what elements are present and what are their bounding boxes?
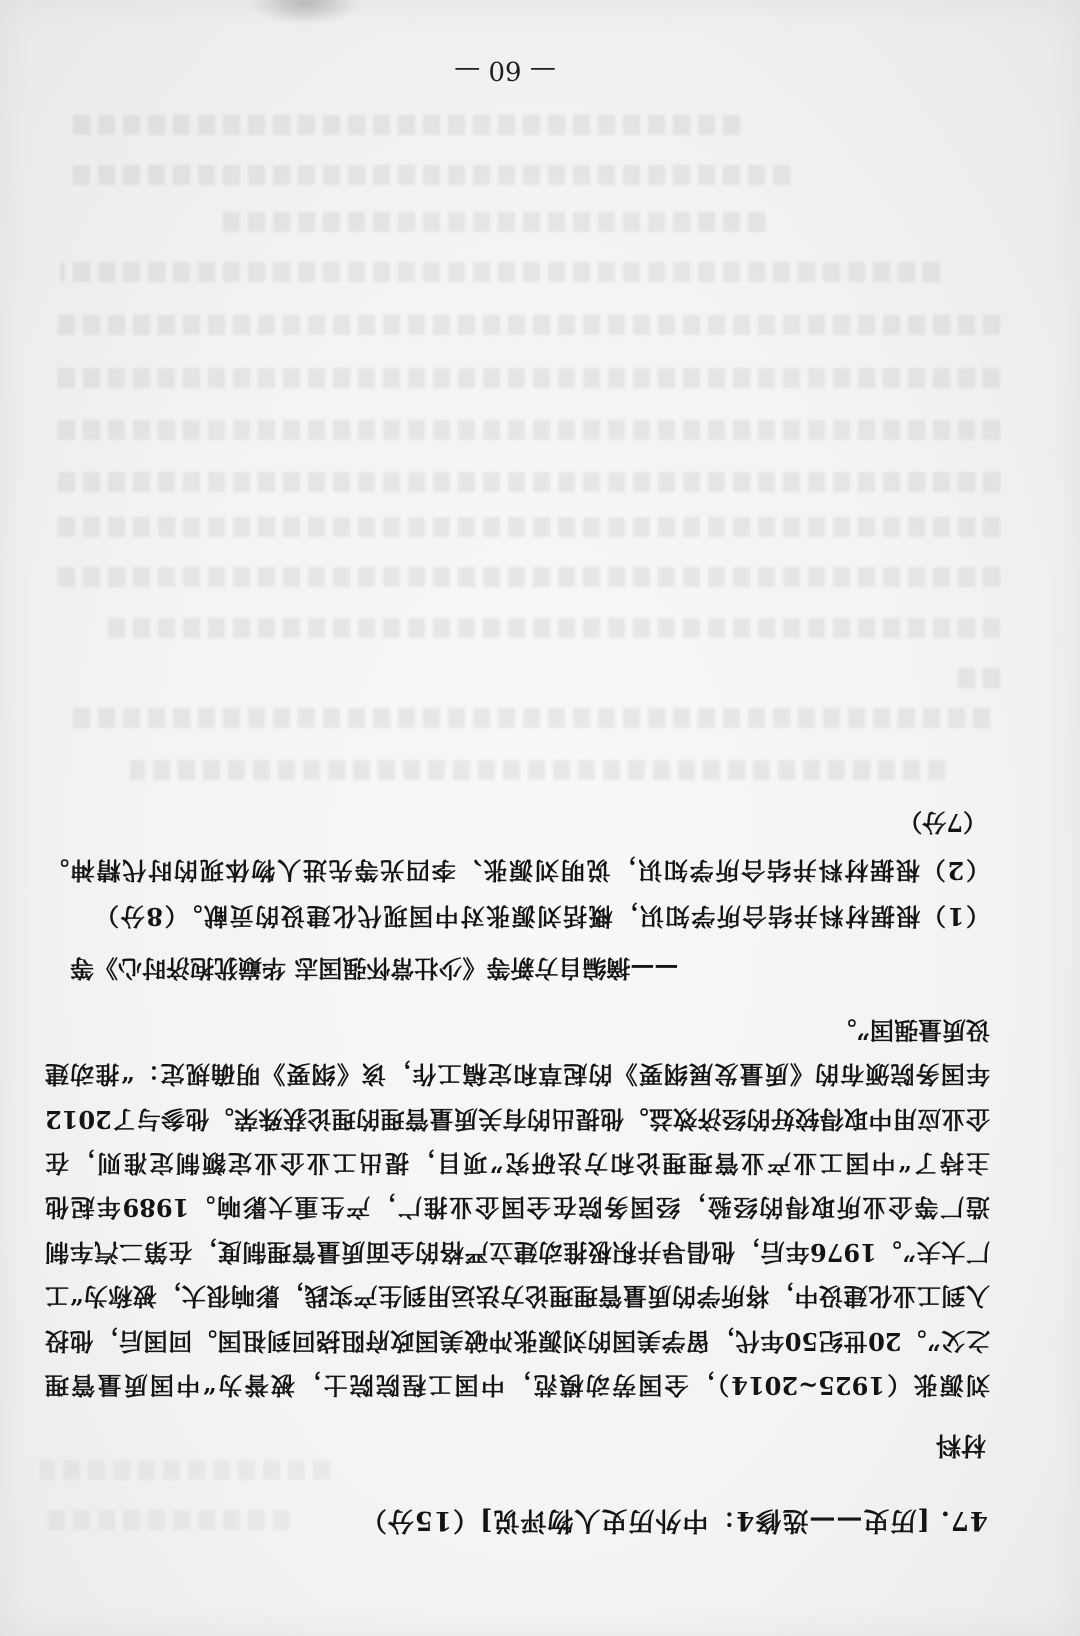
show-through-text [55,420,1000,440]
material-paragraph [45,1007,990,1407]
material-line: 厂大夫”。1976年后，他倡导并积极推动建立严格的全面质量管理制度，在第二汽车制 [45,1237,990,1267]
subquestion-2-score: （7分） [898,808,987,837]
page-number: — 60 — [454,55,556,85]
material-line: 年国务院颁布的《质量发展纲要》的起草和定稿工作，该《纲要》明确规定：“推动建 [45,1060,990,1090]
material-line: 企业应用中取得较好的经济效益。他提出的有关质量管理的理论获殊荣。他参与了2012 [45,1104,990,1134]
show-through-text [130,760,945,780]
show-through-text [40,1460,330,1480]
show-through-text [55,517,1000,537]
show-through-text [955,668,1000,688]
material-line: 造厂等企业所取得的经验，经国务院在全国企业推广，产生重大影响。1989年起他 [45,1193,990,1223]
material-line: 主持了“中国工业产业管理理论和方法研究”项目，提出工业企业定额制定准则，在 [45,1149,990,1179]
show-through-text [70,708,990,728]
material-line: 入到工业化建设中，将所学的质量管理理论方法运用到生产实践，影响很大，被称为“工 [45,1282,990,1312]
subquestion-2: （2）根据材料并结合所学知识，说明刘源张、李四光等先进人物体现的时代精神。 [45,856,990,885]
show-through-text [55,567,1000,587]
scan-smudge [250,0,360,24]
material-line: 刘源张（1925~2014），全国劳动模范，中国工程院院士，被誉为“中国质量管理 [45,1371,990,1400]
material-line: 之父”。20世纪50年代，留学美国的刘源张冲破美国政府阻挠回到祖国。回国后，他投 [45,1326,990,1356]
subquestion-1: （1）根据材料并结合所学知识，概括刘源张对中国现代化建设的贡献。（8分） [95,902,990,931]
show-through-text [55,472,1000,492]
show-through-text [215,212,765,232]
show-through-text [40,1510,290,1530]
show-through-text [100,618,1000,638]
material-line: 设质量强国”。 [832,1015,990,1045]
show-through-text [55,315,1000,335]
show-through-text [65,115,740,135]
source-citation: ——摘编自方新等《少壮常怀强国志 华巅犹抱济时心》等 [70,954,679,983]
question-title: 47. [历史——选修4：中外历史人物评说]（15分） [359,1505,988,1535]
show-through-text [55,368,1000,388]
show-through-text [60,262,940,282]
material-label: 材料 [935,1431,986,1460]
show-through-text [65,165,790,185]
